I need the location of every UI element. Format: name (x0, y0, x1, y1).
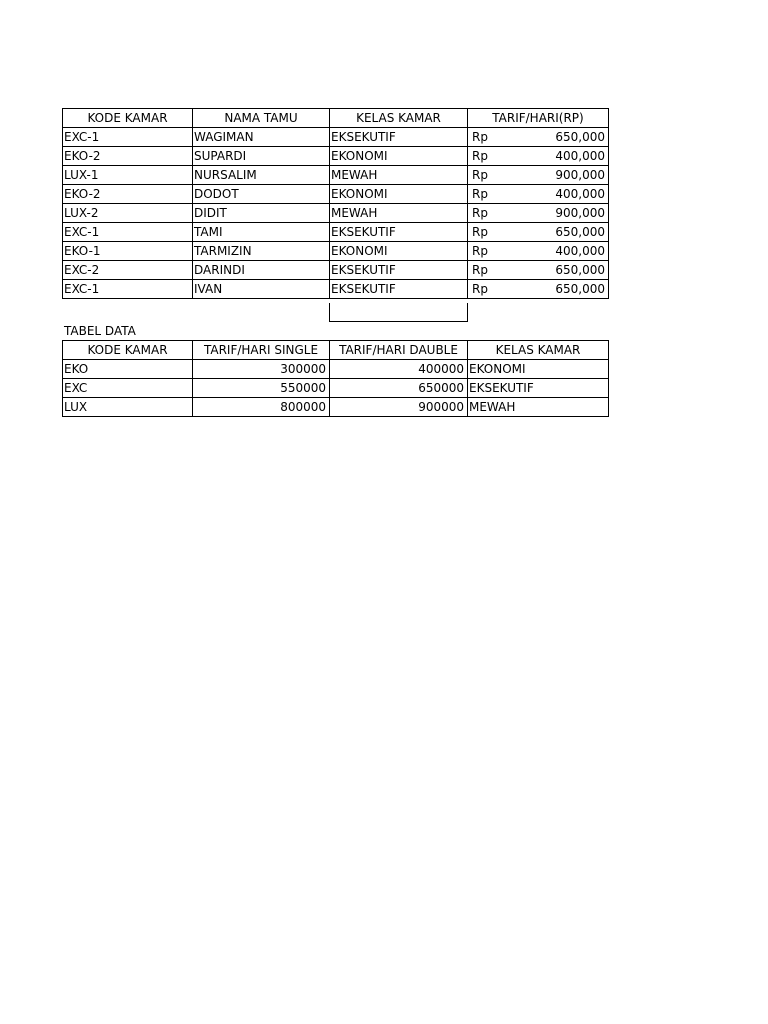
cell-kelas-kamar[interactable]: EKONOMI (468, 360, 609, 379)
cell-tarif[interactable] (468, 280, 609, 299)
header-tarif-dauble: TARIF/HARI DAUBLE (330, 341, 468, 360)
cell-kode-kamar[interactable]: EXC-1 (63, 280, 193, 299)
cell-nama-tamu[interactable]: NURSALIM (193, 166, 330, 185)
currency-label: Rp (472, 244, 488, 258)
tarif-amount: 400,000 (555, 187, 605, 201)
cell-kelas-kamar[interactable]: MEWAH (330, 166, 468, 185)
cell-tarif[interactable] (468, 128, 609, 147)
cell-kelas-kamar[interactable]: MEWAH (330, 204, 468, 223)
cell-nama-tamu[interactable]: DARINDI (193, 261, 330, 280)
tarif-amount: 650,000 (555, 282, 605, 296)
empty-cell[interactable] (329, 303, 468, 322)
header-kode-kamar: KODE KAMAR (63, 341, 193, 360)
table-row (63, 223, 609, 242)
cell-kelas-kamar[interactable]: EKONOMI (330, 242, 468, 261)
cell-kode-kamar[interactable]: EKO-2 (63, 147, 193, 166)
cell-nama-tamu[interactable]: WAGIMAN (193, 128, 330, 147)
cell-tarif[interactable] (468, 147, 609, 166)
tarif-amount: 900,000 (555, 206, 605, 220)
table-row (63, 398, 609, 417)
currency-label: Rp (472, 263, 488, 277)
table-header-row (63, 109, 609, 128)
table-row (63, 261, 609, 280)
cell-tarif[interactable] (468, 261, 609, 280)
cell-kelas-kamar[interactable]: EKSEKUTIF (330, 261, 468, 280)
tarif-amount: 650,000 (555, 263, 605, 277)
cell-nama-tamu[interactable]: SUPARDI (193, 147, 330, 166)
table-row (63, 379, 609, 398)
header-nama-tamu: NAMA TAMU (193, 109, 330, 128)
cell-nama-tamu[interactable]: DODOT (193, 185, 330, 204)
tarif-amount: 650,000 (555, 130, 605, 144)
header-tarif-hari: TARIF/HARI(RP) (468, 109, 609, 128)
table-row (63, 166, 609, 185)
guest-room-table (62, 108, 609, 299)
header-kode-kamar: KODE KAMAR (63, 109, 193, 128)
cell-tarif-dauble[interactable]: 400000 (330, 360, 468, 379)
table-header-row (63, 341, 609, 360)
cell-kode-kamar[interactable]: EXC-2 (63, 261, 193, 280)
cell-tarif[interactable] (468, 185, 609, 204)
currency-label: Rp (472, 149, 488, 163)
cell-nama-tamu[interactable]: IVAN (193, 280, 330, 299)
currency-label: Rp (472, 130, 488, 144)
cell-tarif[interactable] (468, 223, 609, 242)
cell-kelas-kamar[interactable]: EKSEKUTIF (330, 223, 468, 242)
cell-tarif-single[interactable]: 300000 (193, 360, 330, 379)
cell-tarif-single[interactable]: 800000 (193, 398, 330, 417)
tarif-amount: 900,000 (555, 168, 605, 182)
rate-reference-table (62, 340, 609, 417)
cell-nama-tamu[interactable]: DIDIT (193, 204, 330, 223)
tarif-amount: 400,000 (555, 149, 605, 163)
tarif-amount: 400,000 (555, 244, 605, 258)
table-row (63, 147, 609, 166)
cell-kode-kamar[interactable]: LUX-1 (63, 166, 193, 185)
table-row (63, 185, 609, 204)
table-row (63, 128, 609, 147)
header-tarif-single: TARIF/HARI SINGLE (193, 341, 330, 360)
cell-kelas-kamar[interactable]: EKSEKUTIF (330, 128, 468, 147)
table-row (63, 360, 609, 379)
cell-kode-kamar[interactable]: EKO-2 (63, 185, 193, 204)
cell-kelas-kamar[interactable]: EKSEKUTIF (468, 379, 609, 398)
table-row (63, 280, 609, 299)
cell-kode-kamar[interactable]: EXC (63, 379, 193, 398)
cell-kode-kamar[interactable]: EKO-1 (63, 242, 193, 261)
cell-tarif[interactable] (468, 204, 609, 223)
cell-tarif-single[interactable]: 550000 (193, 379, 330, 398)
cell-kelas-kamar[interactable]: MEWAH (468, 398, 609, 417)
header-kelas-kamar: KELAS KAMAR (330, 109, 468, 128)
cell-kelas-kamar[interactable]: EKONOMI (330, 147, 468, 166)
cell-kode-kamar[interactable]: EKO (63, 360, 193, 379)
cell-tarif-dauble[interactable]: 900000 (330, 398, 468, 417)
cell-kode-kamar[interactable]: EXC-1 (63, 223, 193, 242)
cell-kode-kamar[interactable]: LUX-2 (63, 204, 193, 223)
cell-nama-tamu[interactable]: TAMI (193, 223, 330, 242)
table-row (63, 204, 609, 223)
currency-label: Rp (472, 187, 488, 201)
currency-label: Rp (472, 225, 488, 239)
cell-kode-kamar[interactable]: EXC-1 (63, 128, 193, 147)
cell-kelas-kamar[interactable]: EKONOMI (330, 185, 468, 204)
header-kelas-kamar: KELAS KAMAR (468, 341, 609, 360)
cell-kelas-kamar[interactable]: EKSEKUTIF (330, 280, 468, 299)
cell-kode-kamar[interactable]: LUX (63, 398, 193, 417)
tarif-amount: 650,000 (555, 225, 605, 239)
cell-tarif[interactable] (468, 242, 609, 261)
tabel-data-title: TABEL DATA (64, 324, 136, 338)
cell-nama-tamu[interactable]: TARMIZIN (193, 242, 330, 261)
currency-label: Rp (472, 168, 488, 182)
currency-label: Rp (472, 206, 488, 220)
currency-label: Rp (472, 282, 488, 296)
table-row (63, 242, 609, 261)
cell-tarif[interactable] (468, 166, 609, 185)
cell-tarif-dauble[interactable]: 650000 (330, 379, 468, 398)
